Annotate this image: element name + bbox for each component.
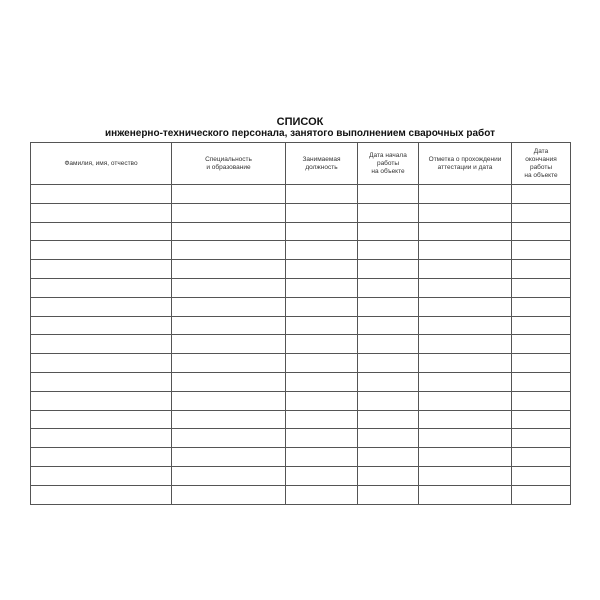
table-cell[interactable]: [172, 278, 286, 297]
column-header-specialty: Специальность и образование: [172, 143, 286, 185]
table-cell[interactable]: [512, 278, 571, 297]
table-cell[interactable]: [31, 372, 172, 391]
column-header-position: Занимаемая должность: [286, 143, 358, 185]
table-cell[interactable]: [419, 448, 512, 467]
table-cell[interactable]: [172, 372, 286, 391]
column-header-end-date: Дата окончания работы на объекте: [512, 143, 571, 185]
table-cell[interactable]: [172, 448, 286, 467]
table-cell[interactable]: [172, 203, 286, 222]
table-cell[interactable]: [31, 391, 172, 410]
table-cell[interactable]: [358, 222, 419, 241]
column-header-certification: Отметка о прохождении аттестации и дата: [419, 143, 512, 185]
table-cell[interactable]: [286, 372, 358, 391]
table-row: [31, 391, 571, 410]
table-cell[interactable]: [358, 410, 419, 429]
table-cell[interactable]: [286, 316, 358, 335]
table-cell[interactable]: [512, 203, 571, 222]
table-cell[interactable]: [172, 335, 286, 354]
table-cell[interactable]: [419, 241, 512, 260]
table-cell[interactable]: [512, 241, 571, 260]
table-cell[interactable]: [31, 185, 172, 204]
table-cell[interactable]: [172, 410, 286, 429]
table-cell[interactable]: [358, 278, 419, 297]
table-cell[interactable]: [172, 466, 286, 485]
table-cell[interactable]: [512, 354, 571, 373]
table-cell[interactable]: [286, 241, 358, 260]
table-cell[interactable]: [419, 466, 512, 485]
table-cell[interactable]: [31, 335, 172, 354]
table-row: [31, 222, 571, 241]
table-row: [31, 260, 571, 279]
table-cell[interactable]: [419, 297, 512, 316]
table-cell[interactable]: [286, 278, 358, 297]
table-row: [31, 203, 571, 222]
table-cell[interactable]: [286, 297, 358, 316]
column-header-start-date: Дата начала работы на объекте: [358, 143, 419, 185]
table-cell[interactable]: [31, 203, 172, 222]
table-cell[interactable]: [31, 354, 172, 373]
table-cell[interactable]: [286, 448, 358, 467]
table-row: [31, 448, 571, 467]
table-body: [31, 185, 571, 505]
table-row: [31, 335, 571, 354]
table-row: [31, 429, 571, 448]
table-cell[interactable]: [358, 241, 419, 260]
table-row: [31, 185, 571, 204]
table-header-row: [31, 143, 571, 185]
table-cell[interactable]: [31, 297, 172, 316]
table-cell[interactable]: [172, 316, 286, 335]
table-cell[interactable]: [512, 335, 571, 354]
table-cell[interactable]: [512, 372, 571, 391]
table-cell[interactable]: [286, 429, 358, 448]
table-cell[interactable]: [286, 260, 358, 279]
table-cell[interactable]: [358, 354, 419, 373]
table-cell[interactable]: [358, 203, 419, 222]
table-cell[interactable]: [358, 185, 419, 204]
table-cell[interactable]: [172, 391, 286, 410]
table-cell[interactable]: [419, 278, 512, 297]
table-cell[interactable]: [172, 222, 286, 241]
table-cell[interactable]: [286, 222, 358, 241]
column-header-full-name: Фамилия, имя, отчество: [31, 143, 172, 185]
table-cell[interactable]: [419, 222, 512, 241]
table-cell[interactable]: [172, 485, 286, 504]
table-cell[interactable]: [172, 429, 286, 448]
table-cell[interactable]: [286, 335, 358, 354]
table-cell[interactable]: [31, 316, 172, 335]
table-cell[interactable]: [358, 485, 419, 504]
table-cell[interactable]: [358, 316, 419, 335]
document-title: СПИСОК: [276, 116, 324, 128]
table-cell[interactable]: [31, 466, 172, 485]
table-cell[interactable]: [419, 429, 512, 448]
table-cell[interactable]: [31, 260, 172, 279]
table-cell[interactable]: [358, 260, 419, 279]
table-cell[interactable]: [286, 203, 358, 222]
table-cell[interactable]: [512, 260, 571, 279]
table-cell[interactable]: [358, 429, 419, 448]
table-cell[interactable]: [419, 485, 512, 504]
table-cell[interactable]: [419, 372, 512, 391]
table-cell[interactable]: [31, 241, 172, 260]
table-cell[interactable]: [419, 335, 512, 354]
table-cell[interactable]: [172, 297, 286, 316]
table-cell[interactable]: [512, 297, 571, 316]
table-cell[interactable]: [358, 391, 419, 410]
table-cell[interactable]: [286, 391, 358, 410]
table-cell[interactable]: [172, 354, 286, 373]
table-cell[interactable]: [358, 448, 419, 467]
table-cell[interactable]: [31, 485, 172, 504]
table-cell[interactable]: [512, 410, 571, 429]
table-cell[interactable]: [419, 391, 512, 410]
personnel-table: [30, 142, 571, 505]
table-row: [31, 354, 571, 373]
table-row: [31, 466, 571, 485]
table-cell[interactable]: [512, 316, 571, 335]
table-cell[interactable]: [512, 185, 571, 204]
table-cell[interactable]: [419, 203, 512, 222]
table-row: [31, 241, 571, 260]
table-cell[interactable]: [31, 410, 172, 429]
table-cell[interactable]: [419, 316, 512, 335]
table-cell[interactable]: [512, 485, 571, 504]
table-cell[interactable]: [286, 185, 358, 204]
table-cell[interactable]: [172, 241, 286, 260]
table-cell[interactable]: [31, 448, 172, 467]
table-row: [31, 316, 571, 335]
table-cell[interactable]: [419, 260, 512, 279]
table-cell[interactable]: [419, 410, 512, 429]
table-row: [31, 410, 571, 429]
table-cell[interactable]: [286, 354, 358, 373]
table-row: [31, 297, 571, 316]
document-subtitle: инженерно-технического персонала, занятого выполнением сварочных работ: [105, 128, 495, 139]
table-cell[interactable]: [172, 185, 286, 204]
table-row: [31, 485, 571, 504]
table-cell[interactable]: [286, 466, 358, 485]
table-cell[interactable]: [358, 372, 419, 391]
table-row: [31, 278, 571, 297]
table-cell[interactable]: [512, 429, 571, 448]
table-cell[interactable]: [419, 185, 512, 204]
table-cell[interactable]: [512, 391, 571, 410]
table-cell[interactable]: [512, 222, 571, 241]
table-cell[interactable]: [358, 335, 419, 354]
table-cell[interactable]: [286, 410, 358, 429]
table-cell[interactable]: [172, 260, 286, 279]
table-cell[interactable]: [31, 222, 172, 241]
table-cell[interactable]: [31, 278, 172, 297]
table-cell[interactable]: [512, 448, 571, 467]
table-cell[interactable]: [358, 466, 419, 485]
table-cell[interactable]: [286, 485, 358, 504]
table-cell[interactable]: [31, 429, 172, 448]
table-cell[interactable]: [512, 466, 571, 485]
table-cell[interactable]: [358, 297, 419, 316]
table-row: [31, 372, 571, 391]
table-cell[interactable]: [419, 354, 512, 373]
